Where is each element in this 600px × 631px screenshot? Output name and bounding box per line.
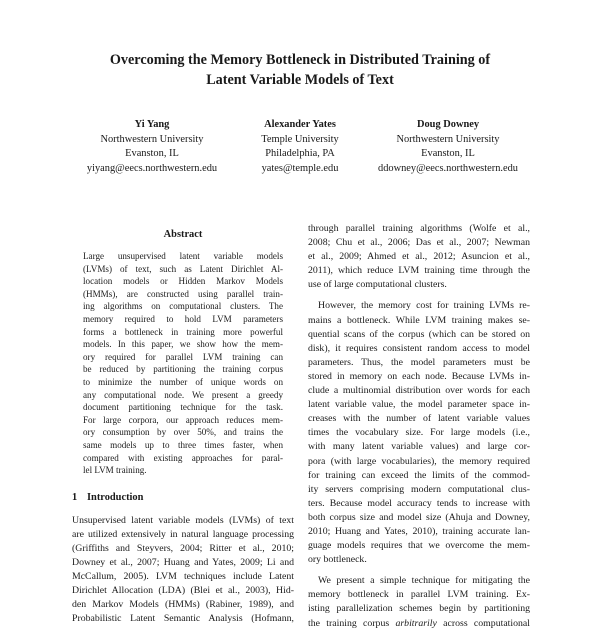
text-line: We present a simple technique for mitigating the <box>318 575 530 587</box>
text-line: ters. Because model accuracy tends to increase with <box>308 497 530 509</box>
text-line: McCallum, 2005). LVM techniques include Latent <box>72 571 294 583</box>
abstract-body <box>72 250 294 477</box>
author-name: Doug Downey <box>416 119 480 130</box>
text-line: stored in memory on each node. Because LVMs in- <box>308 370 530 382</box>
introduction-body <box>72 514 294 627</box>
text-line: pora (with large vocabularies), the memory required <box>308 455 530 467</box>
text-line: models. In this paper, we show how the mem- <box>83 339 283 350</box>
author-affiliation: Northwestern University <box>396 133 500 145</box>
text-line: document partitioning technique for the task. <box>83 402 283 413</box>
section-number: 1 <box>72 491 78 503</box>
author-name: Alexander Yates <box>264 119 336 130</box>
text-line: any computational node. We present a greedy <box>83 389 283 400</box>
text-line: ity servers comprising modern computational clus- <box>308 483 530 495</box>
text-line: guage models requires that we overcome the mem- <box>308 540 530 552</box>
text-line: latent variable value, the model parameter space in- <box>308 399 530 411</box>
text-line: memory bottleneck in parallel LVM training. Ex- <box>308 589 530 601</box>
author-doug-downey <box>348 118 548 176</box>
text-line: through parallel training algorithms (Wolfe et al., <box>308 223 530 234</box>
author-affiliation: Temple University <box>261 133 339 145</box>
emphasis: arbitrarily <box>395 617 437 629</box>
author-email: ddowney@eecs.northwestern.edu <box>378 162 518 174</box>
text-line: mains a bottleneck. While LVM training makes se- <box>308 314 530 326</box>
text-line: ing algorithms on computational clusters. The <box>83 301 283 312</box>
text-line: same models up to three times faster, when <box>83 439 283 450</box>
text-line: are utilized extensively in natural language processing <box>72 528 294 540</box>
right-column <box>308 222 530 631</box>
text-line: isting parallelization schemes begin by partitioning <box>308 603 530 615</box>
text-line: the training corpus arbitrarily across computational <box>308 617 530 629</box>
text-line: Dirichlet Allocation (LDA) (Blei et al., 2003), Hid- <box>72 585 294 597</box>
left-column <box>72 222 294 627</box>
text-line: memory required to hold LVM parameters <box>83 313 283 324</box>
abstract-heading: Abstract <box>163 229 203 240</box>
author-location: Philadelphia, PA <box>265 148 335 160</box>
text-line: location models or Hidden Markov Models <box>83 276 283 287</box>
text-line: (Griffiths and Steyvers, 2004; Ritter et al., 2010; <box>72 542 294 554</box>
paragraph <box>308 299 530 567</box>
text-line: (HMMs), are constructed using parallel train- <box>83 288 283 299</box>
text-line: For large corpora, our approach reduces mem- <box>83 414 283 425</box>
paper-title <box>40 50 560 90</box>
text-line: However, the memory cost for training LVMs re- <box>318 300 530 312</box>
author-affiliation: Northwestern University <box>100 133 204 145</box>
text-line: ory consumption by over 50%, and trains the <box>83 427 283 438</box>
text-line: clude a multinomial distribution over words for each <box>308 385 530 397</box>
text-line: times the vocabulary size. For large models (i.e., <box>308 427 530 439</box>
text-line: Probabilistic Latent Semantic Analysis (Hofmann, <box>72 613 294 625</box>
title-line: Latent Variable Models of Text <box>206 72 394 88</box>
section-title: Introduction <box>87 491 144 503</box>
text-line: Large unsupervised latent variable models <box>83 251 283 261</box>
text-line: den Markov Models (HMMs) (Rabiner, 1989), and <box>72 599 294 611</box>
paragraph <box>308 222 530 292</box>
text-line: parameters. Thus, the model parameters must be <box>308 356 530 368</box>
text-line: et al., 2009; Ahmed et al., 2012; Asuncion et al., <box>308 251 530 263</box>
author-location: Evanston, IL <box>421 148 475 160</box>
text-line: ory bottleneck. <box>308 554 367 566</box>
author-email: yiyang@eecs.northwestern.edu <box>86 162 218 174</box>
text-line: with many latent variable values) and large cor- <box>308 441 530 453</box>
text-line: to minimize the number of unique words on <box>83 376 283 387</box>
text-line: 2008; Chu et al., 2006; Das et al., 2007; Newman <box>308 237 530 249</box>
author-email: yates@temple.edu <box>261 162 339 174</box>
text-line: Downey et al., 2007; Huang and Yates, 2009; Li and <box>72 557 294 569</box>
text-line: lel LVM training. <box>83 465 147 476</box>
text-line: Unsupervised latent variable models (LVMs) of text <box>72 514 294 526</box>
text-line: 2011), which reduce LVM training time through the <box>308 265 530 277</box>
text-line: for training can exceed the limits of the commod- <box>308 469 530 481</box>
author-name: Yi Yang <box>134 119 170 130</box>
text-line: creases with the number of latent variable values <box>308 413 530 425</box>
title-line: Overcoming the Memory Bottleneck in Distributed Training of <box>109 52 491 68</box>
text-line: be reduced by partitioning the training corpus <box>83 364 283 375</box>
section-heading-introduction <box>72 491 294 505</box>
text-line: forms a bottleneck in training more powerful <box>83 326 283 337</box>
text-line: 2010; Huang and Yates, 2010), training accurate lan- <box>308 525 530 537</box>
text-line: quential scans of the corpus (which can be stored on <box>308 328 530 340</box>
paragraph <box>308 574 530 630</box>
author-location: Evanston, IL <box>125 148 179 160</box>
text-line: (LVMs) of text, such as Latent Dirichlet Al- <box>83 263 283 274</box>
text-line: ory required for parallel LVM training can <box>83 351 283 362</box>
text-line: both corpus size and model size (Ahuja and Downey, <box>308 511 530 523</box>
text-line: use of large computational clusters. <box>308 279 447 291</box>
text-line: compared with existing approaches for paral- <box>83 452 283 463</box>
text-line: disk), it requires consistent random access to model <box>308 342 530 354</box>
